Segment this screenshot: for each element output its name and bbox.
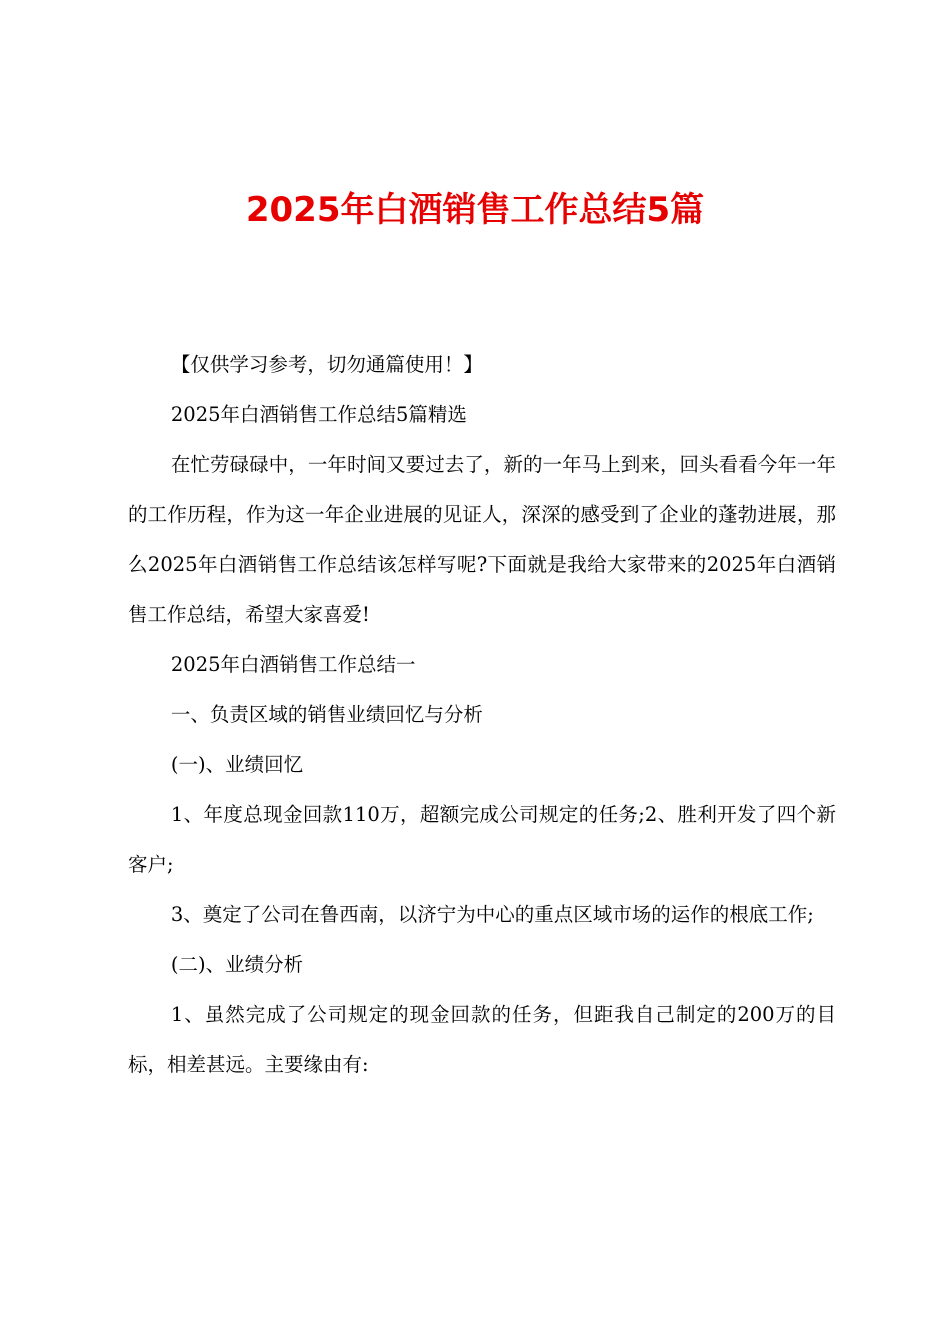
document-title: 2025年白酒销售工作总结5篇: [245, 190, 705, 230]
list-item-paragraph: 1、虽然完成了公司规定的现金回款的任务，但距我自己制定的200万的目标，相差甚远。主要缘由有:: [128, 1003, 836, 1076]
list-item-paragraph: 3、奠定了公司在鲁西南，以济宁为中心的重点区域市场的运作的根底工作;: [170, 903, 814, 926]
disclaimer-paragraph: 【仅供学习参考，切勿通篇使用！】: [170, 353, 483, 376]
subsection-heading: (一)、业绩回忆: [170, 753, 304, 776]
section-heading: 2025年白酒销售工作总结一: [170, 653, 416, 676]
list-item-paragraph: 1、年度总现金回款110万，超额完成公司规定的任务;2、胜利开发了四个新客户;: [128, 803, 836, 876]
subsection-heading: 一、负责区域的销售业绩回忆与分析: [170, 703, 483, 726]
document-body: [128, 340, 836, 1090]
subsection-heading: (二)、业绩分析: [170, 953, 304, 976]
subtitle-paragraph: 2025年白酒销售工作总结5篇精选: [170, 403, 467, 426]
intro-paragraph: 在忙劳碌碌中，一年时间又要过去了，新的一年马上到来，回头看看今年一年的工作历程，作为这一年企业进展的见证人，深深的感受到了企业的蓬勃进展，那么2025年白酒销售工作总结该怎样写呢?下面就是我给大家带来的2025年白酒销售工作总结，希望大家喜爱!: [128, 453, 836, 626]
